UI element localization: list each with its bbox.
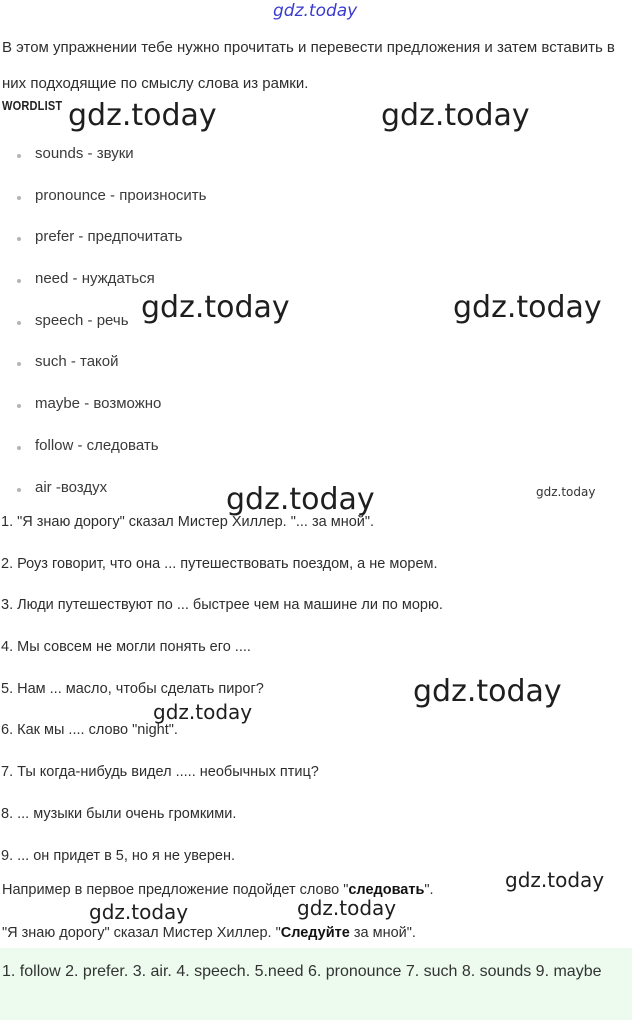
- example-word: Следуйте: [280, 925, 350, 941]
- sentence: 4. Мы совсем не могли понять его ....: [1, 639, 251, 656]
- example-text: ".: [424, 882, 434, 898]
- list-item: [0, 395, 206, 437]
- watermark: gdz.today: [536, 485, 596, 499]
- watermark: gdz.today: [141, 290, 290, 325]
- example-text: за мной".: [349, 925, 416, 941]
- word-entry: need - нуждаться: [35, 270, 155, 288]
- list-item: [0, 312, 206, 354]
- bullet-icon: [17, 154, 21, 158]
- list-item: [0, 187, 206, 229]
- sentence: 6. Как мы .... слово "night".: [1, 722, 178, 739]
- bullet-icon: [17, 279, 21, 283]
- watermark: gdz.today: [297, 896, 397, 920]
- watermark: gdz.today: [68, 98, 217, 133]
- bullet-icon: [17, 488, 21, 492]
- list-item: [0, 228, 206, 270]
- sentence: 1. "Я знаю дорогу" сказал Мистер Хиллер. "... за мной".: [1, 514, 375, 530]
- list-item: [0, 437, 206, 479]
- answer-box: 1. follow 2. prefer. 3. air. 4. speech. 5.need 6. pronounce 7. such 8. sounds 9. maybe: [0, 948, 632, 1020]
- example-text: "Я знаю дорогу" сказал Мистер Хиллер. ": [2, 925, 281, 941]
- sentence: 3. Люди путешествуют по ... быстрее чем на машине ли по морю.: [1, 597, 443, 614]
- list-item: [0, 145, 206, 187]
- example-text: Например в первое предложение подойдет слово ": [2, 882, 349, 898]
- word-entry: pronounce - произносить: [35, 186, 207, 204]
- list-item: [0, 353, 206, 395]
- watermark: gdz.today: [226, 482, 375, 517]
- bullet-icon: [17, 404, 21, 408]
- word-entry: maybe - возможно: [35, 395, 162, 413]
- word-entry: speech - речь: [35, 311, 129, 329]
- word-entry: prefer - предпочитать: [35, 228, 183, 246]
- list-item: [0, 270, 206, 312]
- word-entry: follow - следовать: [35, 436, 159, 454]
- wordlist: [0, 145, 206, 520]
- sentence: 5. Нам ... масло, чтобы сделать пирог?: [1, 680, 264, 697]
- sentence: 7. Ты когда-нибудь видел ..... необычных птиц?: [1, 764, 319, 781]
- example-word: следовать: [348, 882, 425, 898]
- bullet-icon: [17, 362, 21, 366]
- watermark: gdz.today: [273, 1, 358, 21]
- word-entry: sounds - звуки: [35, 145, 134, 162]
- word-entry: such - такой: [35, 353, 119, 371]
- watermark: gdz.today: [89, 900, 189, 924]
- example-line-1: [2, 882, 434, 898]
- bullet-icon: [17, 196, 21, 200]
- intro-text: В этом упражнении тебе нужно прочитать и перевести предложения и затем вставить в них подходящие по смыслу слова из рамки.: [2, 39, 615, 92]
- exercise-sentences: [1, 514, 443, 889]
- bullet-icon: [17, 446, 21, 450]
- bullet-icon: [17, 237, 21, 241]
- sentence: 9. ... он придет в 5, но я не уверен.: [1, 847, 236, 864]
- example-line-2: [2, 925, 416, 941]
- bullet-icon: [17, 321, 21, 325]
- watermark: gdz.today: [381, 98, 530, 133]
- wordlist-heading: WORDLIST: [2, 98, 63, 113]
- sentence: 2. Роуз говорит, что она ... путешествовать поездом, а не морем.: [1, 555, 438, 572]
- watermark: gdz.today: [153, 700, 253, 724]
- watermark: gdz.today: [505, 868, 605, 892]
- sentence: 8. ... музыки были очень громкими.: [1, 805, 237, 822]
- watermark: gdz.today: [413, 674, 562, 709]
- watermark: gdz.today: [453, 290, 602, 325]
- word-entry: air -воздух: [35, 478, 108, 496]
